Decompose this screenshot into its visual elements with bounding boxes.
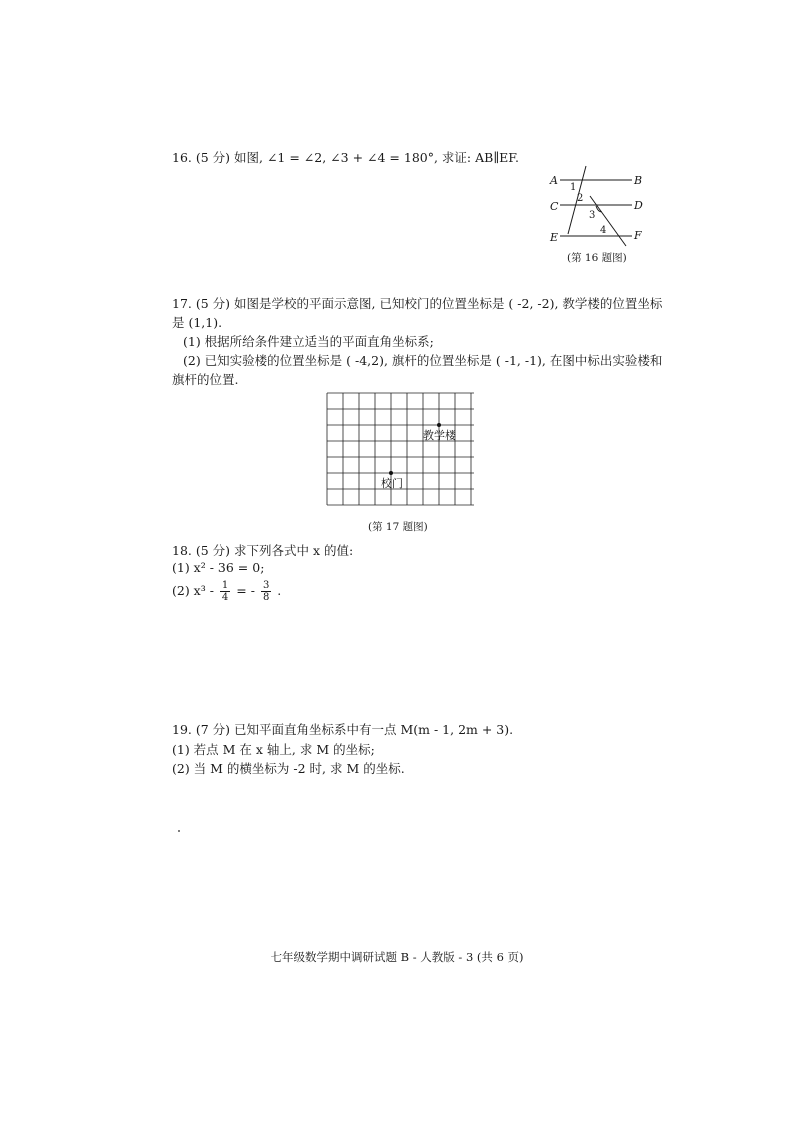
question-18-part1: (1) x² - 36 = 0; xyxy=(172,560,265,575)
question-17-part2-cont: 旗杆的位置. xyxy=(172,372,239,387)
question-19-text: 19. (7 分) 已知平面直角坐标系中有一点 M(m - 1, 2m + 3). xyxy=(172,722,514,737)
angle-1: 1 xyxy=(570,182,577,193)
stray-dot xyxy=(178,830,180,832)
q18-part2-prefix: (2) x³ - xyxy=(172,583,214,598)
page-footer: 七年级数学期中调研试题 B - 人教版 - 3 (共 6 页) xyxy=(270,950,524,964)
label-b: B xyxy=(634,174,643,187)
question-17-part2: (2) 已知实验楼的位置坐标是 ( -4,2), 旗杆的位置坐标是 ( -1, -1), 在图中标出实验楼和 xyxy=(183,353,663,368)
question-19-part2: (2) 当 M 的横坐标为 -2 时, 求 M 的坐标. xyxy=(172,761,405,776)
figure-16-caption: (第 16 题图) xyxy=(567,252,627,264)
grid-point xyxy=(437,423,441,427)
label-e: E xyxy=(550,231,559,244)
fraction-three-eighths xyxy=(261,580,271,603)
fraction-numerator: 1 xyxy=(221,580,229,591)
angle-2: 2 xyxy=(577,193,584,204)
grid-point-label: 教学楼 xyxy=(423,429,456,442)
label-c: C xyxy=(550,200,559,213)
angle-4: 4 xyxy=(600,225,607,236)
question-17-part1: (1) 根据所给条件建立适当的平面直角坐标系; xyxy=(183,334,434,349)
fraction-denominator: 4 xyxy=(221,592,229,603)
fraction-numerator: 3 xyxy=(262,580,270,591)
question-16-text: 16. (5 分) 如图, ∠1 = ∠2, ∠3 + ∠4 = 180°, 求证: AB∥EF. xyxy=(172,150,519,165)
question-18-part2 xyxy=(172,580,281,603)
fraction-one-quarter xyxy=(220,580,230,603)
q18-part2-equals: = - xyxy=(236,583,255,598)
question-19-part1: (1) 若点 M 在 x 轴上, 求 M 的坐标; xyxy=(172,742,375,757)
figure-17-grid xyxy=(324,390,474,518)
question-17-line2: 是 (1,1). xyxy=(172,315,223,330)
q18-part2-end: . xyxy=(277,583,282,598)
grid-point-label: 校门 xyxy=(381,477,403,490)
label-a: A xyxy=(550,174,558,187)
fraction-denominator: 8 xyxy=(262,592,270,603)
label-f: F xyxy=(634,229,642,242)
question-18-text: 18. (5 分) 求下列各式中 x 的值: xyxy=(172,543,354,558)
transversal-2 xyxy=(590,196,626,246)
grid-point xyxy=(389,471,393,475)
angle-3: 3 xyxy=(589,210,596,221)
question-17-line1: 17. (5 分) 如图是学校的平面示意图, 已知校门的位置坐标是 ( -2, -2), 教学楼的位置坐标 xyxy=(172,296,663,311)
label-d: D xyxy=(634,199,643,212)
figure-17-caption: (第 17 题图) xyxy=(368,521,428,533)
